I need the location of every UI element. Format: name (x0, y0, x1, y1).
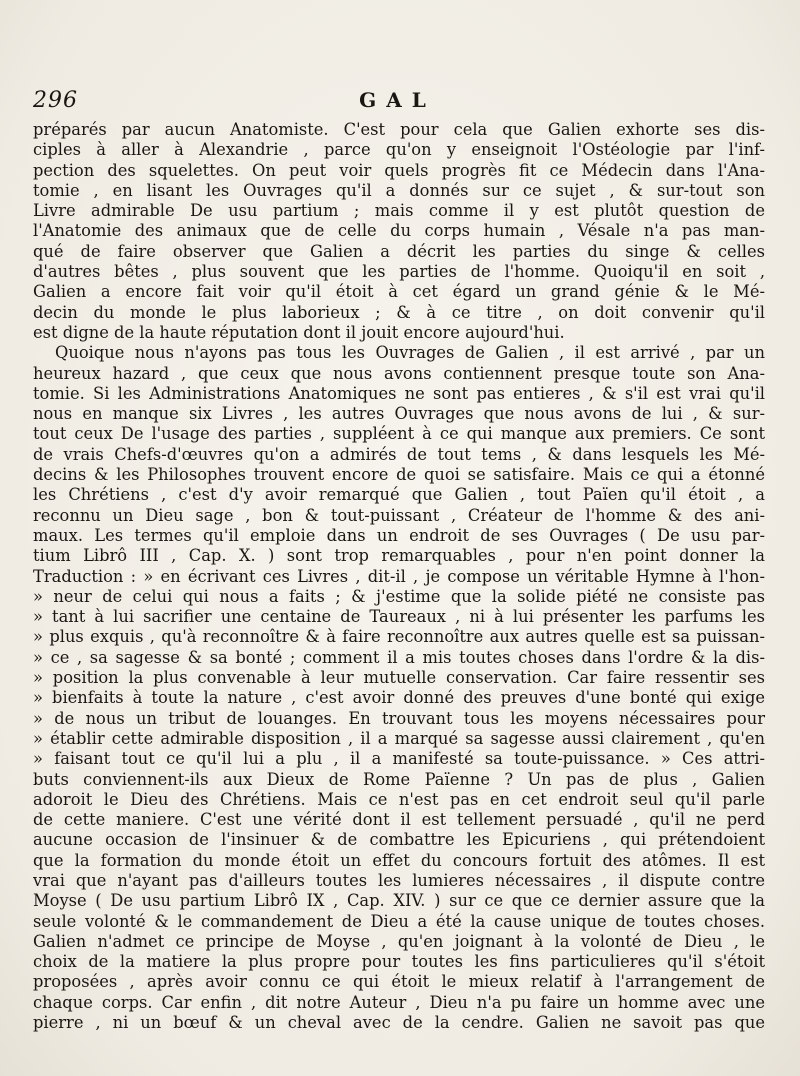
text-line: » de nous un tribut de louanges. En trouvant tous les moyens nécessaires pour (33, 708, 765, 728)
text-line: préparés par aucun Anatomiste. C'est pour cela que Galien exhorte ses dis- (33, 120, 765, 139)
text-line: Quoique nous n'ayons pas tous les Ouvrages de Galien , il est arrivé , par un (55, 343, 765, 363)
text-line: qué de faire observer que Galien a décrit les parties du singe & celles (33, 241, 765, 261)
text-line: tium Librô III , Cap. X. ) sont trop remarquables , pour n'en point donner la (33, 546, 765, 566)
text-line: buts conviennent-ils aux Dieux de Rome Païenne ? Un pas de plus , Galien (33, 769, 765, 789)
text-line: tomie. Si les Administrations Anatomiques ne sont pas entieres , & s'il est vrai qu'il (33, 383, 765, 403)
text-line: d'autres bêtes , plus souvent que les parties de l'homme. Quoiqu'il en soit , (33, 262, 765, 282)
text-line: decin du monde le plus laborieux ; & à ce titre , on doit convenir qu'il (33, 302, 765, 322)
text-line: reconnu un Dieu sage , bon & tout-puissant , Créateur de l'homme & des ani- (33, 505, 765, 525)
text-line: pierre , ni un bœuf & un cheval avec de la cendre. Galien ne savoit pas que (33, 1013, 765, 1033)
text-line: de cette maniere. C'est une vérité dont il est tellement persuadé , qu'il ne perd (33, 810, 765, 830)
text-line: » ce , sa sagesse & sa bonté ; comment il a mis toutes choses dans l'ordre & la dis- (33, 647, 765, 667)
page-header (33, 88, 762, 114)
text-line: adoroit le Dieu des Chrétiens. Mais ce n'est pas en cet endroit seul qu'il parle (33, 789, 765, 809)
text-line: » établir cette admirable disposition , il a marqué sa sagesse aussi clairement , qu'en (33, 728, 765, 748)
text-line: chaque corps. Car enfin , dit notre Auteur , Dieu n'a pu faire un homme avec une (33, 992, 765, 1012)
text-line: maux. Les termes qu'il emploie dans un endroit de ses Ouvrages ( De usu par- (33, 525, 765, 545)
text-line: » faisant tout ce qu'il lui a plu , il a manifesté sa toute-puissance. » Ces attri- (33, 749, 765, 769)
text-line: vrai que n'ayant pas d'ailleurs toutes les lumieres nécessaires , il dispute contre (33, 870, 765, 890)
text-line: proposées , après avoir connu ce qui étoit le mieux relatif à l'arrangement de (33, 972, 765, 992)
text-line: que la formation du monde étoit un effet du concours fortuit des atômes. Il est (33, 850, 765, 870)
text-line: les Chrétiens , c'est d'y avoir remarqué que Galien , tout Païen qu'il étoit , a (33, 485, 765, 505)
body-text (33, 120, 765, 1033)
text-line: tomie , en lisant les Ouvrages qu'il a donnés sur ce sujet , & sur-tout son (33, 180, 765, 200)
text-line: l'Anatomie des animaux que de celle du corps humain , Vésale n'a pas man- (33, 221, 765, 241)
text-line: choix de la matiere la plus propre pour toutes les fins particulieres qu'il s'étoit (33, 952, 765, 972)
text-line: » tant à lui sacrifier une centaine de Taureaux , ni à lui présenter les parfums les (33, 607, 765, 627)
running-head: GAL (359, 88, 436, 112)
text-line: Galien n'admet ce principe de Moyse , qu'en joignant à la volonté de Dieu , le (33, 931, 765, 951)
text-line: » neur de celui qui nous a faits ; & j'estime que la solide piété ne consiste pas (33, 586, 765, 606)
text-line: aucune occasion de l'insinuer & de combattre les Epicuriens , qui prétendoient (33, 830, 765, 850)
text-line: Moyse ( De usu partium Librô IX , Cap. XIV. ) sur ce que ce dernier assure que la (33, 891, 765, 911)
text-line: tout ceux De l'usage des parties , suppléent à ce qui manque aux premiers. Ce sont (33, 424, 765, 444)
text-line: ciples à aller à Alexandrie , parce qu'on y enseignoit l'Ostéologie par l'inf- (33, 140, 765, 160)
text-line: » position la plus convenable à leur mutuelle conservation. Car faire ressentir ses (33, 668, 765, 688)
text-line: Livre admirable De usu partium ; mais comme il y est plutôt question de (33, 201, 765, 221)
text-line: decins & les Philosophes trouvent encore de quoi se satisfaire. Mais ce qui a étonné (33, 465, 765, 485)
text-line: » bienfaits à toute la nature , c'est avoir donné des preuves d'une bonté qui exige (33, 688, 765, 708)
text-line: seule volonté & le commandement de Dieu a été la cause unique de toutes choses. (33, 911, 765, 931)
page-number: 296 (33, 88, 78, 113)
text-line: » plus exquis , qu'à reconnoître & à faire reconnoître aux autres quelle est sa puissan- (33, 627, 765, 647)
text-line: est digne de la haute réputation dont il jouit encore aujourd'hui. (33, 322, 565, 342)
text-line: de vrais Chefs-d'œuvres qu'on a admirés de tout tems , & dans lesquels les Mé- (33, 444, 765, 464)
text-line: Galien a encore fait voir qu'il étoit à cet égard un grand génie & le Mé- (33, 282, 765, 302)
text-line: nous en manque six Livres , les autres Ouvrages que nous avons de lui , & sur- (33, 404, 765, 424)
text-line: Traduction : » en écrivant ces Livres , dit-il , je compose un véritable Hymne à l'hon- (33, 566, 765, 586)
text-line: heureux hazard , que ceux que nous avons contiennent presque toute son Ana- (33, 363, 765, 383)
text-line: pection des squelettes. On peut voir quels progrès fit ce Médecin dans l'Ana- (33, 160, 765, 180)
